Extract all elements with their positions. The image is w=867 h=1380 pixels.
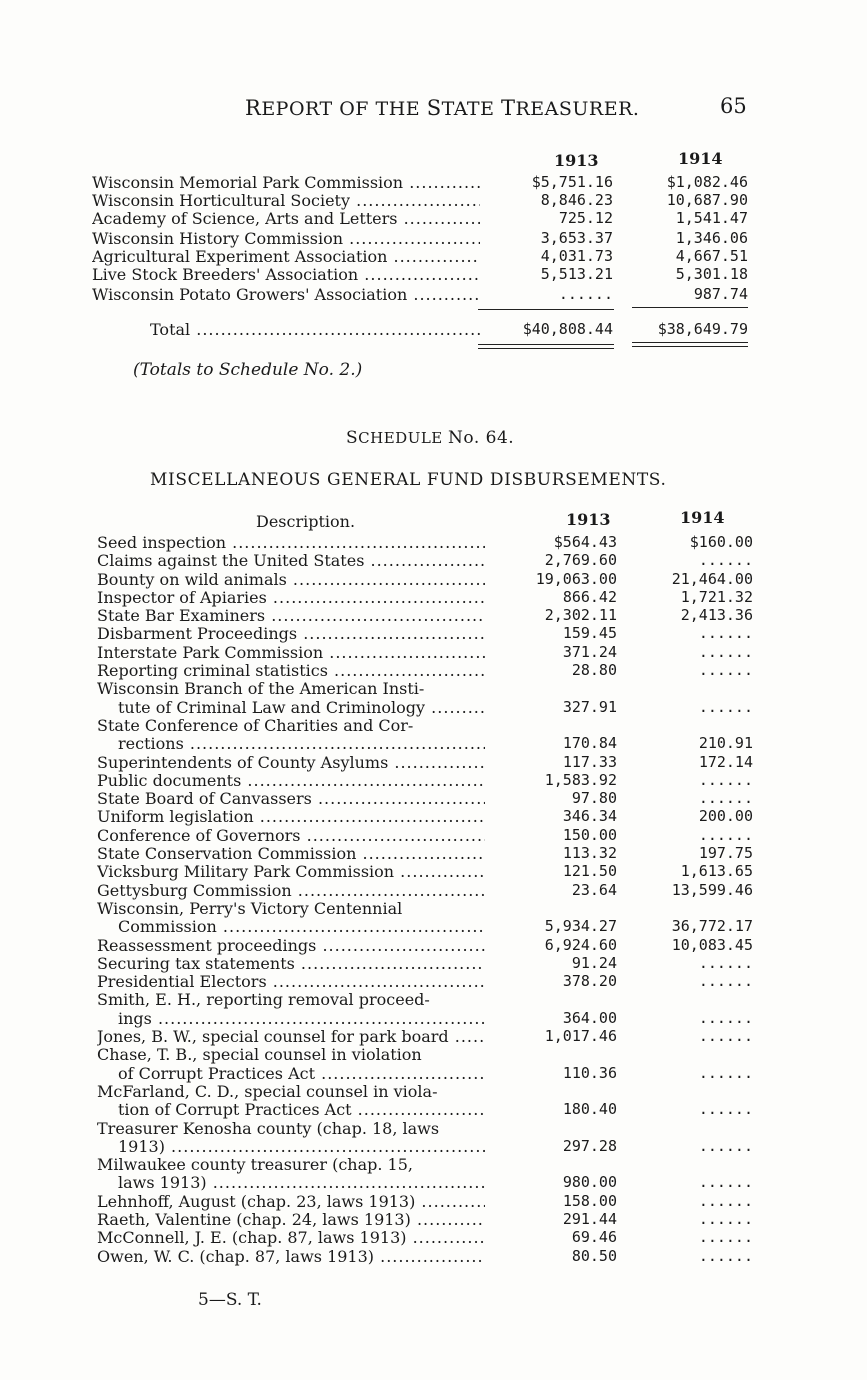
row-value-1913: 327.91 xyxy=(562,698,617,716)
row-value-1914: 1,721.32 xyxy=(680,588,753,606)
table-row xyxy=(0,191,867,210)
row-value-1914: 200.00 xyxy=(698,807,753,825)
row-value-1914: ...... xyxy=(698,1192,753,1210)
row-description: Securing tax statements ..... xyxy=(97,954,485,973)
row-description: Commission ..... xyxy=(118,917,485,936)
row-description: Uniform legislation ..... xyxy=(97,807,485,826)
row-description: tion of Corrupt Practices Act ..... xyxy=(118,1100,485,1119)
row-value-1914: ...... xyxy=(698,1247,753,1265)
row-value-1913: 297.28 xyxy=(562,1137,617,1155)
row-value-1914: 5,301.18 xyxy=(675,265,748,283)
row-value-1914: 21,464.00 xyxy=(671,570,753,588)
row-value-1914: ...... xyxy=(698,954,753,972)
row-value-1913: 5,934.27 xyxy=(544,917,617,935)
row-description: Owen, W. C. (chap. 87, laws 1913) ..... xyxy=(97,1247,485,1266)
row-description: Wisconsin Potato Growers' Association ..... xyxy=(92,285,480,304)
row-description: Agricultural Experiment Association ..... xyxy=(92,247,480,266)
row-value-1913: 110.36 xyxy=(562,1064,617,1082)
row-description: Presidential Electors ..... xyxy=(97,972,485,991)
table1-year-1914: 1914 xyxy=(678,149,723,168)
row-description: State Conservation Commission ..... xyxy=(97,844,485,863)
signature-mark: 5—S. T. xyxy=(198,1290,262,1310)
table-row xyxy=(0,173,867,192)
schedule-heading: SCHEDULE No. 64. xyxy=(346,428,515,448)
row-description: Claims against the United States ..... xyxy=(97,551,485,570)
row-value-1913: 23.64 xyxy=(571,881,617,899)
row-description: Vicksburg Military Park Commission ..... xyxy=(97,862,485,881)
row-description: Chase, T. B., special counsel in violation xyxy=(97,1045,422,1064)
row-description: laws 1913) ..... xyxy=(118,1173,485,1192)
row-description: Superintendents of County Asylums ..... xyxy=(97,753,485,772)
row-description: Inspector of Apiaries ..... xyxy=(97,588,485,607)
row-description: Public documents ..... xyxy=(97,771,485,790)
subtotal-rule-1913 xyxy=(478,309,614,310)
table-row xyxy=(0,247,867,266)
row-value-1914: 172.14 xyxy=(698,753,753,771)
row-description: State Board of Canvassers ..... xyxy=(97,789,485,808)
row-value-1914: 197.75 xyxy=(698,844,753,862)
subtotal-rule-1914 xyxy=(632,307,748,308)
row-description: rections ..... xyxy=(118,734,485,753)
row-value-1913: 291.44 xyxy=(562,1210,617,1228)
row-value-1913: 170.84 xyxy=(562,734,617,752)
row-description: Jones, B. W., special counsel for park board ..... xyxy=(97,1027,485,1046)
row-value-1914: ...... xyxy=(698,826,753,844)
row-description: Wisconsin Horticultural Society ..... xyxy=(92,191,480,210)
row-value-1913: 180.40 xyxy=(562,1100,617,1118)
row-value-1914: ...... xyxy=(698,1064,753,1082)
page-number: 65 xyxy=(720,94,747,118)
total-double-rule-1914 xyxy=(632,342,748,347)
row-value-1914: 1,613.65 xyxy=(680,862,753,880)
row-value-1914: ...... xyxy=(698,551,753,569)
row-value-1914: ...... xyxy=(698,624,753,642)
row-value-1914: ...... xyxy=(698,1210,753,1228)
row-value-1913: 5,513.21 xyxy=(540,265,613,283)
row-value-1913: 150.00 xyxy=(562,826,617,844)
row-value-1914: ...... xyxy=(698,661,753,679)
row-value-1914: 4,667.51 xyxy=(675,247,748,265)
row-description: Raeth, Valentine (chap. 24, laws 1913) ..... xyxy=(97,1210,485,1229)
total-1914: $38,649.79 xyxy=(657,320,748,338)
row-value-1913: 28.80 xyxy=(571,661,617,679)
row-value-1914: 10,687.90 xyxy=(666,191,748,209)
row-value-1914: 13,599.46 xyxy=(671,881,753,899)
row-description: State Bar Examiners ..... xyxy=(97,606,485,625)
row-value-1913: 980.00 xyxy=(562,1173,617,1191)
row-description: tute of Criminal Law and Criminology ..... xyxy=(118,698,485,717)
row-description: Wisconsin Memorial Park Commission ..... xyxy=(92,173,480,192)
row-description: Wisconsin, Perry's Victory Centennial xyxy=(97,899,403,918)
row-value-1913: 69.46 xyxy=(571,1228,617,1246)
row-value-1914: ...... xyxy=(698,789,753,807)
row-value-1913: 371.24 xyxy=(562,643,617,661)
row-description: Live Stock Breeders' Association ..... xyxy=(92,265,480,284)
row-value-1914: 10,083.45 xyxy=(671,936,753,954)
row-value-1914: ...... xyxy=(698,1009,753,1027)
description-header: Description. xyxy=(256,512,356,531)
row-value-1914: ...... xyxy=(698,1100,753,1118)
total-label: Total ..... xyxy=(150,320,480,339)
row-description: Seed inspection ..... xyxy=(97,533,485,552)
row-value-1913: 80.50 xyxy=(571,1247,617,1265)
row-value-1913: 97.80 xyxy=(571,789,617,807)
row-description: Treasurer Kenosha county (chap. 18, laws xyxy=(97,1119,440,1138)
row-value-1913: 4,031.73 xyxy=(540,247,613,265)
row-value-1913: ...... xyxy=(558,285,613,303)
row-description: State Conference of Charities and Cor- xyxy=(97,716,414,735)
row-value-1913: 346.34 xyxy=(562,807,617,825)
row-value-1914: ...... xyxy=(698,643,753,661)
row-value-1913: 2,302.11 xyxy=(544,606,617,624)
total-double-rule-1913 xyxy=(478,344,614,349)
table-row xyxy=(0,229,867,248)
row-description: Reporting criminal statistics ..... xyxy=(97,661,485,680)
table-row xyxy=(0,209,867,228)
running-header: REPORT OF THE STATE TREASURER. xyxy=(245,96,640,120)
row-value-1913: $564.43 xyxy=(553,533,617,551)
row-value-1914: ...... xyxy=(698,1228,753,1246)
row-value-1913: 121.50 xyxy=(562,862,617,880)
row-value-1913: 3,653.37 xyxy=(540,229,613,247)
row-description: McFarland, C. D., special counsel in viola- xyxy=(97,1082,438,1101)
row-value-1914: 987.74 xyxy=(693,285,748,303)
row-value-1914: 210.91 xyxy=(698,734,753,752)
row-description: Lehnhoff, August (chap. 23, laws 1913) ..... xyxy=(97,1192,485,1211)
row-value-1914: $160.00 xyxy=(689,533,753,551)
row-value-1913: 1,583.92 xyxy=(544,771,617,789)
row-description: Smith, E. H., reporting removal proceed- xyxy=(97,990,430,1009)
table-row xyxy=(0,285,867,304)
row-description: Bounty on wild animals ..... xyxy=(97,570,485,589)
table1-year-1913: 1913 xyxy=(554,151,599,170)
row-description: Interstate Park Commission ..... xyxy=(97,643,485,662)
row-value-1913: 6,924.60 xyxy=(544,936,617,954)
row-value-1914: ...... xyxy=(698,771,753,789)
row-value-1914: ...... xyxy=(698,1173,753,1191)
row-value-1914: 2,413.36 xyxy=(680,606,753,624)
totals-note: (Totals to Schedule No. 2.) xyxy=(133,360,363,380)
row-description: Academy of Science, Arts and Letters ..... xyxy=(92,209,480,228)
row-value-1913: $5,751.16 xyxy=(531,173,613,191)
row-value-1913: 866.42 xyxy=(562,588,617,606)
row-value-1914: 1,541.47 xyxy=(675,209,748,227)
table2-year-1913: 1913 xyxy=(566,510,611,529)
section-title: MISCELLANEOUS GENERAL FUND DISBURSEMENTS. xyxy=(150,470,667,490)
total-row xyxy=(0,320,867,339)
row-value-1913: 725.12 xyxy=(558,209,613,227)
row-value-1913: 19,063.00 xyxy=(535,570,617,588)
row-description: ings ..... xyxy=(118,1009,485,1028)
row-value-1913: 8,846.23 xyxy=(540,191,613,209)
row-value-1913: 364.00 xyxy=(562,1009,617,1027)
row-value-1913: 1,017.46 xyxy=(544,1027,617,1045)
row-value-1914: 1,346.06 xyxy=(675,229,748,247)
row-value-1913: 378.20 xyxy=(562,972,617,990)
total-1913: $40,808.44 xyxy=(522,320,613,338)
row-value-1913: 159.45 xyxy=(562,624,617,642)
row-value-1913: 91.24 xyxy=(571,954,617,972)
row-description: of Corrupt Practices Act ..... xyxy=(118,1064,485,1083)
row-value-1913: 117.33 xyxy=(562,753,617,771)
row-value-1914: ...... xyxy=(698,1137,753,1155)
row-value-1914: $1,082.46 xyxy=(666,173,748,191)
row-value-1914: 36,772.17 xyxy=(671,917,753,935)
row-description: McConnell, J. E. (chap. 87, laws 1913) ..... xyxy=(97,1228,485,1247)
row-value-1913: 113.32 xyxy=(562,844,617,862)
row-description: Wisconsin Branch of the American Insti- xyxy=(97,679,425,698)
row-description: Milwaukee county treasurer (chap. 15, xyxy=(97,1155,413,1174)
row-description: Disbarment Proceedings ..... xyxy=(97,624,485,643)
row-description: Wisconsin History Commission ..... xyxy=(92,229,480,248)
row-value-1914: ...... xyxy=(698,698,753,716)
row-value-1913: 158.00 xyxy=(562,1192,617,1210)
row-value-1913: 2,769.60 xyxy=(544,551,617,569)
row-description: Gettysburg Commission ..... xyxy=(97,881,485,900)
row-description: Conference of Governors ..... xyxy=(97,826,485,845)
table-row xyxy=(0,265,867,284)
row-description: Reassessment proceedings ..... xyxy=(97,936,485,955)
row-value-1914: ...... xyxy=(698,972,753,990)
row-value-1914: ...... xyxy=(698,1027,753,1045)
row-description: 1913) ..... xyxy=(118,1137,485,1156)
table2-year-1914: 1914 xyxy=(680,508,725,527)
